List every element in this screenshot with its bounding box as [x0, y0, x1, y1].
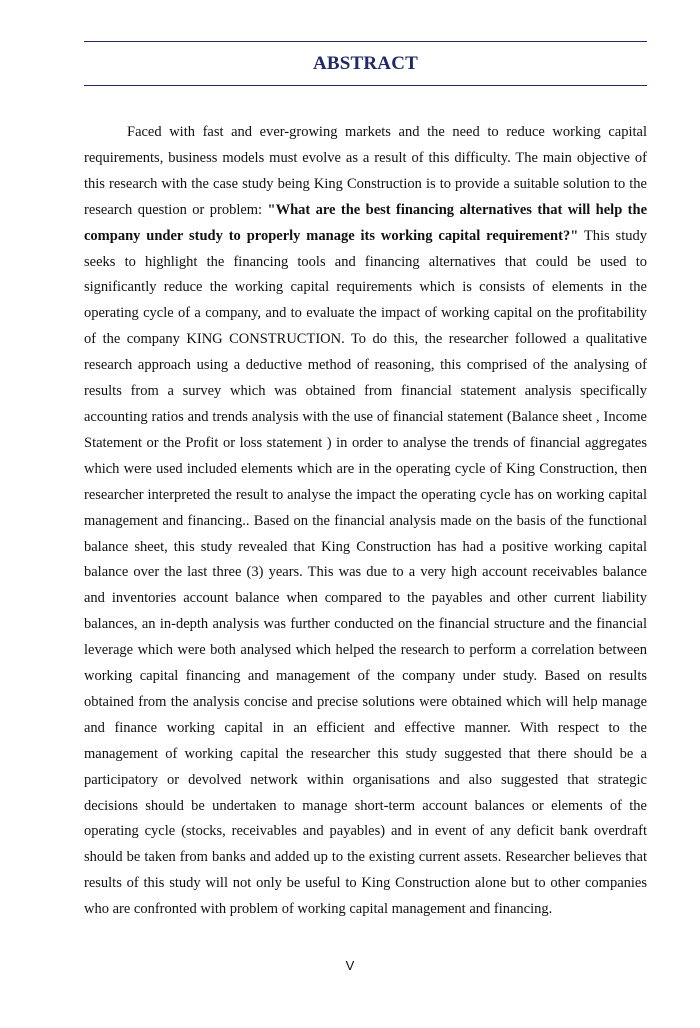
top-rule	[84, 41, 647, 42]
abstract-text-main: This study seeks to highlight the financing tools and financing alternatives that could be used to significantly reduce the working capital requirements which is consists of elements in the operating cycle of a company, and to evaluate the impact of working capital on the profitability of the company KING CONSTRUCTION. To do this, the researcher followed a qualitative research approach using a deductive method of reasoning, this comprised of the analysing of results from a survey which was obtained from financial statement analysis specifically accounting ratios and trends analysis with the use of financial statement (Balance sheet , Income Statement or the Profit or loss statement ) in order to analyse the trends of financial aggregates which were used included elements which are in the operating cycle of King Construction, then researcher interpreted the result to analyse the impact the operating cycle has on working capital management and financing.. Based on the financial analysis made on the basis of the functional balance sheet, this study revealed that King Construction has had a positive working capital balance over the last three (3) years. This was due to a very high account receivables balance and inventories account balance when compared to the payables and other current liability balances, an in-depth analysis was further conducted on the financial structure and the financial leverage which were both analysed which helped the research to perform a correlation between working capital financing and management of the company under study. Based on results obtained from the analysis concise and precise solutions were obtained which will help manage and finance working capital in an efficient and effective manner. With respect to the management of working capital the researcher this study suggested that there should be a participatory or devolved network within organisations and also suggested that strategic decisions should be undertaken to manage short-term account balances or elements of the operating cycle (stocks, receivables and payables) and in event of any deficit bank overdraft should be taken from banks and added up to the existing current assets. Researcher believes that results of this study will not only be useful to King Construction alone but to other companies who are confronted with problem of working capital management and financing.	[84, 227, 647, 918]
abstract-paragraph	[84, 120, 647, 923]
bottom-rule	[84, 85, 647, 86]
page-title: ABSTRACT	[312, 53, 419, 74]
abstract-text-intro: Faced with fast and ever-growing markets and the need to reduce working capital requirements, business models must evolve as a result of this difficulty. The main objective of this research with the case study being King Construction is to provide a suitable solution to the research question or problem:	[84, 124, 647, 218]
page-number: V	[345, 958, 355, 973]
research-question: "What are the best financing alternatives that will help the company under study to properly manage its working capital requirement?"	[84, 201, 648, 244]
